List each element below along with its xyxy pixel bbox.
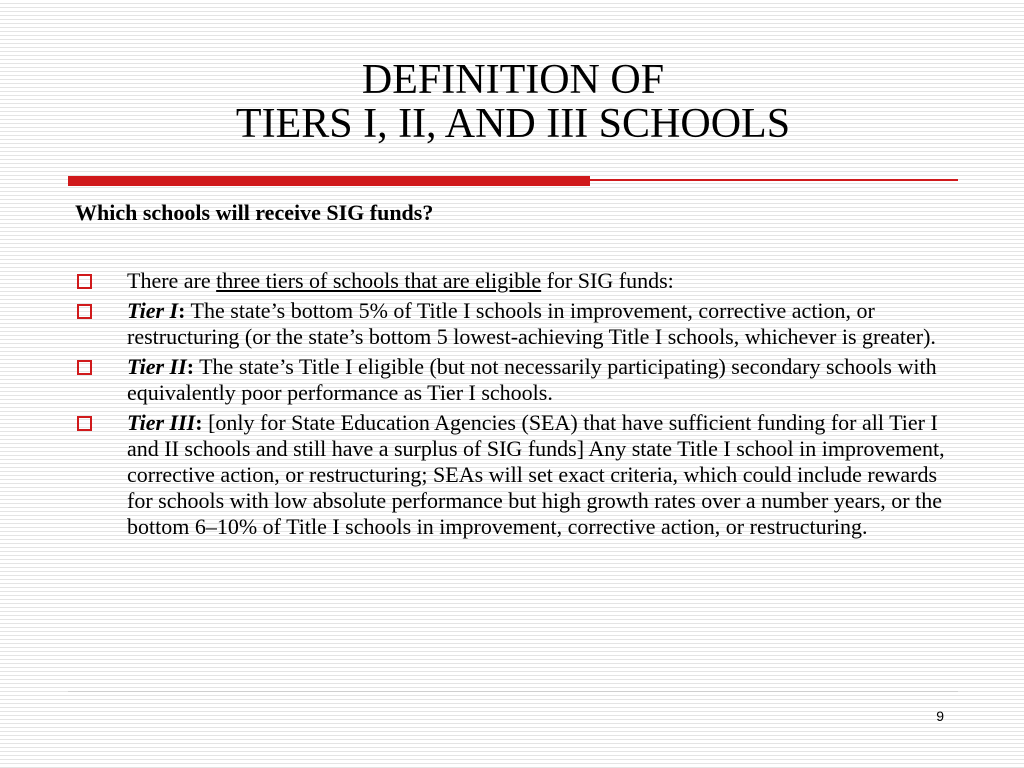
tier-term: Tier III [127,410,196,435]
bullet-item-tier-2 [75,354,965,406]
tier-description: [only for State Education Agencies (SEA) that have sufficient funding for all Tier I and II schools and still have a surplus of SIG funds] Any state Title I school in improvement, corrective action, or restructuring; SEAs will set exact criteria, which could include rewards for schools with low absolute performance but high growth rates over a number years, or the bottom 6–10% of Title I schools in improvement, corrective action, or restructuring. [127,410,945,539]
tier-term-colon: : [186,354,195,379]
tier-term: Tier I [127,298,179,323]
hollow-square-bullet-icon [77,304,92,319]
bullet-item-eligible-tiers [75,268,965,294]
title-line-1: DEFINITION OF [361,57,665,103]
hollow-square-bullet-icon [77,274,92,289]
title-accent-bar-thick [68,176,590,186]
title-line-2: TIERS I, II, AND III SCHOOLS [235,101,791,147]
bullet-text-underlined: three tiers of schools that are eligible [216,268,542,293]
title-accent-bar-thin [590,179,958,181]
slide-title [68,58,958,146]
bullet-text-prefix: There are [127,268,217,293]
tier-description: The state’s Title I eligible (but not necessarily participating) secondary schools with equivalently poor performance as Tier I schools. [127,354,937,405]
bullet-list [75,268,965,544]
bullet-item-tier-1 [75,298,965,350]
slide-subtitle: Which schools will receive SIG funds? [75,200,434,225]
tier-term: Tier II [127,354,187,379]
tier-description: The state’s bottom 5% of Title I schools in improvement, corrective action, or restructuring (or the state’s bottom 5 lowest-achieving Title I schools, whichever is greater). [127,298,936,349]
hollow-square-bullet-icon [77,416,92,431]
tier-term-colon: : [195,410,203,435]
bullet-text-suffix: for SIG funds: [541,268,674,293]
footer-divider [68,691,958,692]
bullet-item-tier-3 [75,410,965,540]
page-number: 9 [936,708,944,724]
hollow-square-bullet-icon [77,360,92,375]
tier-term-colon: : [178,298,186,323]
